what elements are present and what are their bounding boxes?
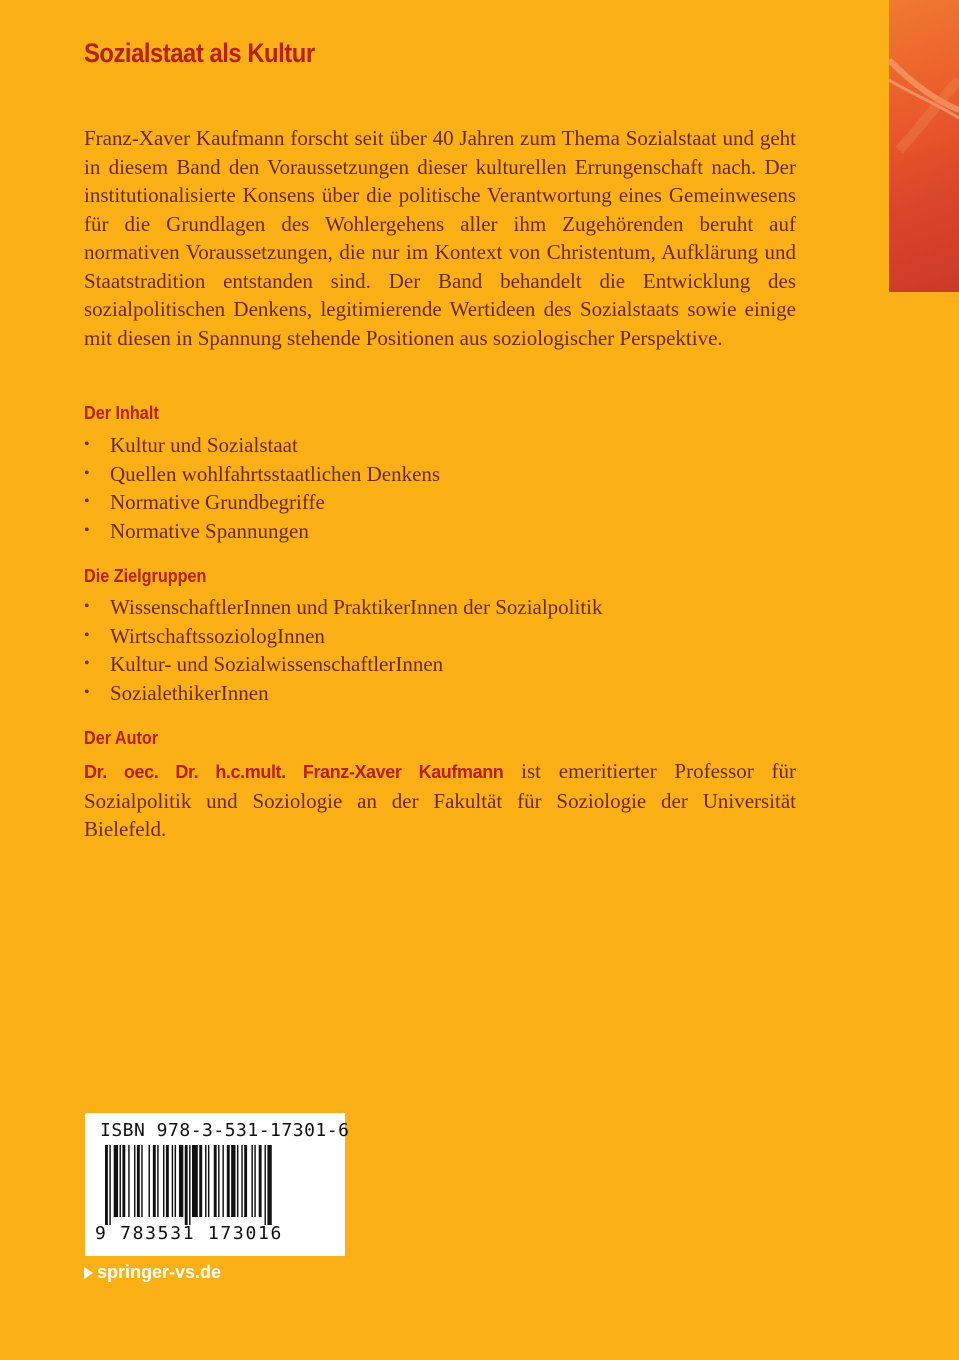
barcode-bar (141, 1145, 142, 1217)
barcode-bar (251, 1145, 252, 1217)
barcode-bar (172, 1145, 173, 1217)
isbn-number: ISBN 978-3-531-17301-6 (100, 1120, 350, 1141)
barcode-bar (134, 1145, 135, 1217)
list-item: • WissenschaftlerInnen und PraktikerInnen der Sozialpolitik (84, 593, 603, 622)
list-item: • Kultur und Sozialstaat (84, 431, 440, 460)
barcode-bar (237, 1145, 238, 1217)
barcode-bar (105, 1145, 108, 1225)
author-name: Dr. oec. Dr. h.c.mult. Franz-Xaver Kaufmann (84, 762, 504, 782)
barcode-bar (128, 1145, 129, 1217)
autor-heading: Der Autor (84, 728, 159, 748)
barcode-bar (241, 1145, 242, 1217)
barcode-bar (192, 1145, 198, 1217)
barcode-bar (114, 1145, 118, 1217)
barcode-bar (179, 1145, 183, 1217)
book-blurb: Franz-Xaver Kaufmann forscht seit über 40 Jahren zum Thema Sozialstaat und geht in diesem Band den Voraussetzungen dieser kulturellen Errungenschaft nach. Der institutionalisierte Konsens über die politische Verantwortung eines Gemeinwesens für die Grundlagen des Wohlergehens aller ihm Zugehörenden beruht auf normativen Voraussetzungen, die nur im Kontext von Christentum, Aufklärung und Staatstradition entstanden sind. Der Band behandelt die Entwicklung des sozialpolitischen Denkens, legitimierende Wertideen des Sozialstaats sowie einige mit diesen in Spannung stehende Positionen aus soziologischer Perspektive. (84, 126, 796, 350)
barcode-bar (208, 1145, 209, 1217)
inhalt-list (84, 431, 440, 545)
ean-number: 9 783531 173016 (95, 1223, 284, 1244)
barcode-bar (109, 1145, 110, 1225)
barcode-bar (214, 1145, 217, 1217)
list-item: • Kultur- und SozialwissenschaftlerInnen (84, 650, 603, 679)
barcode-bar (218, 1145, 219, 1217)
barcode-bar (227, 1145, 230, 1217)
barcode-bar (163, 1145, 164, 1217)
barcode-bar (166, 1145, 169, 1217)
author-description: ist emeritierter Professor für Sozialpolitik und Soziologie an der Fakultät für Soziologie der Universität Bielefeld. (84, 759, 796, 841)
barcode-bar (185, 1145, 188, 1225)
barcode-bar (205, 1145, 206, 1217)
inhalt-heading: Der Inhalt (84, 403, 159, 423)
barcode-bar (157, 1145, 158, 1217)
barcode-bar (231, 1145, 235, 1217)
author-bio (84, 757, 796, 844)
isbn-barcode (85, 1113, 350, 1256)
barcode-bar (244, 1145, 247, 1217)
barcode-bar (222, 1145, 223, 1217)
list-item: • WirtschaftssoziologInnen (84, 622, 603, 651)
list-item: • SozialethikerInnen (84, 679, 603, 708)
list-item: • Quellen wohlfahrtsstaatlichen Denkens (84, 460, 440, 489)
list-item: • Normative Spannungen (84, 517, 440, 546)
arrow-right-icon (84, 1267, 93, 1279)
barcode-bar (149, 1145, 150, 1217)
barcode-bar (254, 1145, 255, 1217)
barcode-bar (199, 1145, 202, 1217)
website-label: springer-vs.de (97, 1262, 222, 1282)
barcode-bar (189, 1145, 190, 1225)
barcode-bar (265, 1145, 266, 1225)
book-title: Sozialstaat als Kultur (84, 38, 315, 68)
barcode-bar (120, 1145, 121, 1217)
barcode-bar (153, 1145, 156, 1217)
barcode-bar (137, 1145, 140, 1217)
barcode-bar (267, 1145, 271, 1225)
barcode-bar (259, 1145, 262, 1217)
barcode-bar (175, 1145, 176, 1217)
decorative-corner-graphic (889, 0, 959, 292)
zielgruppen-list (84, 593, 603, 707)
barcode-bar (122, 1145, 125, 1217)
zielgruppen-heading: Die Zielgruppen (84, 566, 207, 586)
list-item: • Normative Grundbegriffe (84, 488, 440, 517)
barcode-bars (85, 1145, 345, 1225)
publisher-website[interactable] (84, 1262, 221, 1283)
